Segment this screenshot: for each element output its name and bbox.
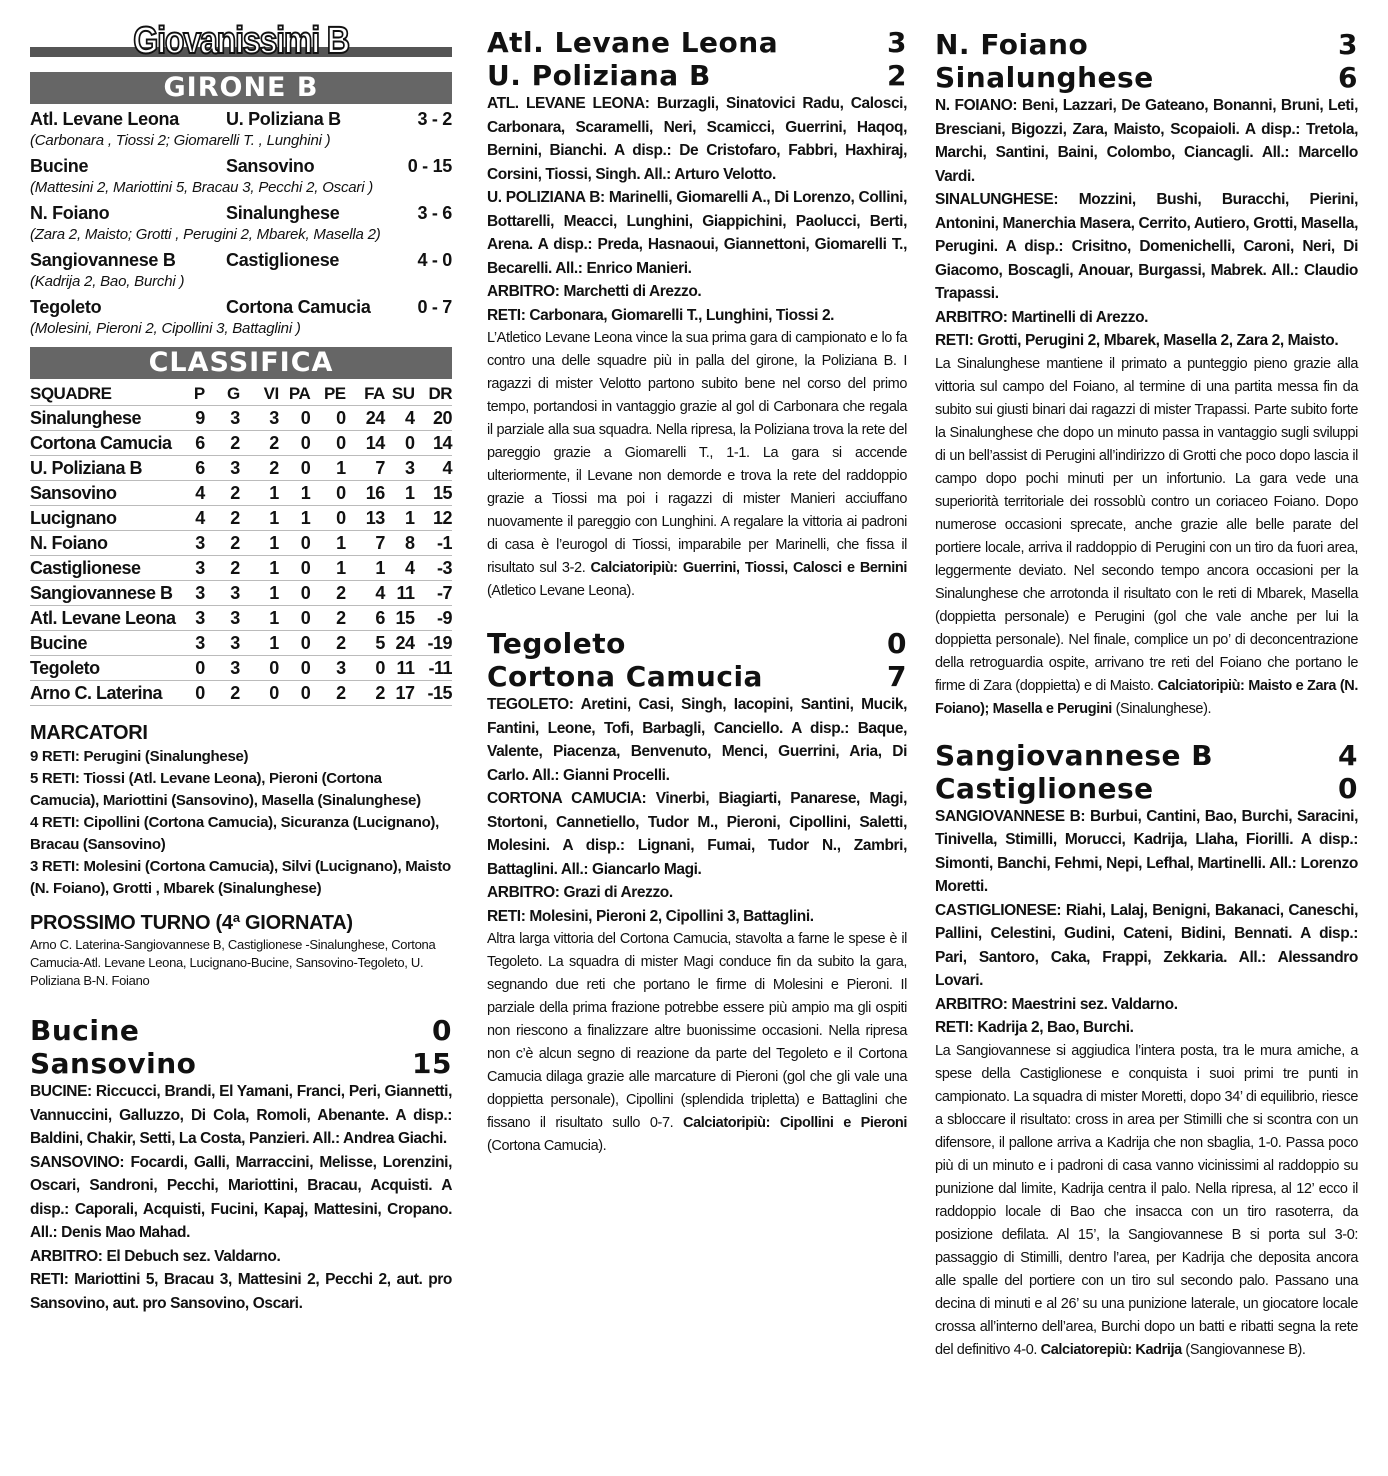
away-team-name: U. Poliziana B [487, 59, 711, 92]
stat-cell: 4 [176, 481, 205, 506]
stat-cell: -7 [415, 581, 452, 606]
calciatori-team: (Sinalunghese). [1115, 700, 1212, 717]
calciatori-names: Cipollini e Pieroni [779, 1115, 907, 1131]
stat-cell: 8 [385, 531, 415, 556]
match-away-line [487, 59, 907, 92]
scorer-line: 4 RETI: Cipollini (Cortona Camucia), Sicuranza (Lucignano), Bracau (Sansovino) [30, 814, 439, 853]
stat-cell: 24 [385, 631, 415, 656]
standings-col-header: FA [346, 383, 385, 406]
stat-cell: 0 [176, 681, 205, 706]
home-team: N. Foiano [30, 203, 110, 223]
lineup-line: SANGIOVANNESE B: Burbui, Cantini, Bao, Burchi, Saracini, Tinivella, Stimilli, Morucci, Kadrija, Llaha, Fiorilli. A disp.: Simonti, Banchi, Fehmi, Nepi, Lefhal, Martinelli. All.: Lorenzo Moretti. [935, 807, 1358, 895]
stat-cell: 2 [205, 506, 240, 531]
home-team: Bucine [30, 156, 89, 176]
standings-row [30, 406, 452, 431]
match-report-text [487, 327, 907, 603]
stat-cell: 1 [346, 556, 385, 581]
team-name: Tegoleto [30, 656, 176, 681]
stat-cell: 3 [205, 656, 240, 681]
stat-cell: 4 [385, 406, 415, 431]
lineup-line: ARBITRO: Martinelli di Arezzo. [935, 308, 1149, 326]
stat-cell: -3 [415, 556, 452, 581]
masthead [30, 20, 452, 64]
match-away-line [935, 772, 1358, 805]
lineup-line: CASTIGLIONESE: Riahi, Lalaj, Benigni, Bakanaci, Caneschi, Pallini, Celestini, Gudini, Cateni, Bidini, Bennati. A disp.: Pari, Santoro, Caka, Frappi, Zekkaria. All.: Alessandro Lovari. [935, 901, 1358, 989]
column-right [935, 0, 1358, 1362]
stat-cell: 3 [205, 456, 240, 481]
stat-cell: 3 [385, 456, 415, 481]
stat-cell: 0 [279, 431, 311, 456]
result-item [30, 155, 452, 198]
stat-cell: 17 [385, 681, 415, 706]
stat-cell: 4 [176, 506, 205, 531]
stat-cell: 7 [346, 456, 385, 481]
home-team-name: Bucine [30, 1014, 140, 1047]
stat-cell: 20 [415, 406, 452, 431]
stat-cell: 1 [240, 631, 279, 656]
stat-cell: 1 [279, 506, 311, 531]
away-team-name: Castiglionese [935, 771, 1154, 805]
match-home-line [487, 26, 907, 59]
stat-cell: 0 [279, 456, 311, 481]
home-team-name: Sangiovannese B [935, 738, 1214, 772]
home-team: Sangiovannese B [30, 250, 176, 270]
stat-cell: 3 [205, 606, 240, 631]
stat-cell: 15 [415, 481, 452, 506]
stat-cell: 0 [279, 406, 311, 431]
away-team: Sansovino [226, 156, 315, 176]
lineup-line: RETI: Carbonara, Giomarelli T., Lunghini, Tiossi 2. [487, 306, 835, 324]
stat-cell: 3 [176, 531, 205, 556]
stat-cell: 3 [176, 581, 205, 606]
stat-cell: 13 [346, 506, 385, 531]
stat-cell: 0 [279, 581, 311, 606]
stat-cell: 2 [205, 531, 240, 556]
match-score: 3 - 2 [417, 109, 452, 129]
result-row [30, 108, 452, 130]
scorer-line: 5 RETI: Tiossi (Atl. Levane Leona), Pieroni (Cortona Camucia), Mariottini (Sansovino), Masella (Sinalunghese) [30, 770, 421, 809]
result-row [30, 296, 452, 318]
stat-cell: 2 [205, 681, 240, 706]
match-away-line [487, 660, 907, 693]
report-body: Altra larga vittoria del Cortona Camucia, stavolta a farne le spese è il Tegoleto. La squadra di mister Magi conduce fin da subito la gara, segnando due reti che portano le firme di Molesini e Pieroni. Il parziale della prima frazione potrebbe essere più ampio ma gli ospiti non riescono a finalizzare altre buonissime occasioni. Nella ripresa non c’è alcun segno di reazione da parte del Tegoleto e il Cortona Camucia dilaga grazie alle marcature di Pieroni (gol che gli vale una doppietta personale), Cipollini (splendida tripletta) e Battaglini che fissano il risultato sullo 0-7. [487, 931, 907, 1131]
away-team-name: Cortona Camucia [487, 660, 763, 693]
lineup-line: ARBITRO: Maestrini sez. Valdarno. [935, 995, 1178, 1013]
stat-cell: 1 [240, 531, 279, 556]
report-levane [487, 26, 907, 603]
result-item [30, 108, 452, 151]
match-home-line [935, 28, 1358, 61]
masthead-title: Giovanissimi B [133, 20, 349, 62]
lineup-line: RETI: Mariottini 5, Bracau 3, Mattesini 2, Pecchi 2, aut. pro Sansovino, aut. pro Sansovino, Oscari. [30, 1271, 452, 1312]
stat-cell: 14 [415, 431, 452, 456]
report-body: La Sinalunghese mantiene il primato a punteggio pieno grazie alla vittoria sul campo del Foiano, al termine di una partita messa fin da subito sui giusti binari dai ragazzi di mister Trapassi. Parte subito forte la Sinalunghese che dopo un minuto passa in vantaggio sugli sviluppi di un bell’assist di Perugini all’indirizzo di Grotti che poco dopo lascia il campo dopo pochi minuti per un infortunio. La gara vede una superiorità territoriale dei rossoblù contro un coriaceo Foiano. Dopo numerose occasioni sprecate, anche grazie alle belle parate del portiere locale, arriva il raddoppio di Perugini con un tiro da fuori area, leggermente deviato. Nel secondo tempo ancora occasioni per la Sinalunghese che arrotonda il risultato con le reti di Mbarek, Masella (doppietta personale) e Perugini (gol che vale anche per lui la doppietta personale). Nel finale, complice un po’ di deconcentrazione della retroguardia ospite, arrivano tre reti del Foiano che portano le firme di Zara (doppietta) e di Maisto. [935, 355, 1358, 694]
prossimo-turno-title: PROSSIMO TURNO (4ª GIORNATA) [30, 912, 353, 934]
stat-cell: -15 [415, 681, 452, 706]
stat-cell: 0 [279, 606, 311, 631]
stat-cell: 0 [310, 406, 345, 431]
stat-cell: 1 [310, 456, 345, 481]
standings-col-header: SQUADRE [30, 383, 176, 406]
away-team-name: Sinalunghese [935, 61, 1154, 94]
report-tegoleto [487, 627, 907, 1158]
stat-cell: 1 [310, 556, 345, 581]
stat-cell: 0 [240, 681, 279, 706]
stat-cell: 3 [240, 406, 279, 431]
calciatori-names: Maisto e Zara (N. Foiano); Masella e Perugini [935, 677, 1358, 717]
stat-cell: 3 [205, 406, 240, 431]
match-score: 4 - 0 [417, 250, 452, 270]
away-team: Castiglionese [226, 250, 340, 270]
standings-col-header: P [176, 383, 205, 406]
scorers-line: (Carbonara , Tiossi 2; Giomarelli T. , Lunghini ) [30, 132, 331, 149]
stat-cell: 5 [346, 631, 385, 656]
match-score: 3 - 6 [417, 203, 452, 223]
stat-cell: 3 [176, 556, 205, 581]
result-row [30, 249, 452, 271]
calciatori-team: (Sangiovannese B). [1185, 1341, 1306, 1358]
standings-col-header: PA [279, 383, 311, 406]
result-row [30, 155, 452, 177]
calciatori-label: Calciatorepiù: [1040, 1341, 1132, 1358]
standings-row [30, 606, 452, 631]
stat-cell: 12 [415, 506, 452, 531]
stat-cell: 4 [415, 456, 452, 481]
scorers-line: (Kadrija 2, Bao, Burchi ) [30, 273, 185, 290]
stat-cell: 0 [279, 556, 311, 581]
home-team-name: N. Foiano [935, 28, 1089, 61]
stat-cell: 3 [176, 631, 205, 656]
prossimo-turno-text: Arno C. Laterina-Sangiovannese B, Castiglionese -Sinalunghese, Cortona Camucia-Atl. Levane Leona, Lucignano-Bucine, Sansovino-Tegoleto, U. Poliziana B-N. Foiano [30, 937, 436, 988]
team-name: Atl. Levane Leona [30, 606, 176, 631]
stat-cell: 11 [385, 581, 415, 606]
standings-row [30, 431, 452, 456]
home-team: Tegoleto [30, 297, 102, 317]
result-item [30, 249, 452, 292]
result-item [30, 296, 452, 339]
stat-cell: 7 [346, 531, 385, 556]
stat-cell: 1 [240, 581, 279, 606]
results-list [30, 108, 452, 339]
lineup-line: ARBITRO: El Debuch sez. Valdarno. [30, 1247, 281, 1265]
report-sangiovannese [935, 739, 1358, 1362]
stat-cell: 0 [279, 681, 311, 706]
standings-header-row [30, 383, 452, 406]
stat-cell: 11 [385, 656, 415, 681]
scorers-line: (Molesini, Pieroni 2, Cipollini 3, Battaglini ) [30, 320, 301, 337]
report-bucine [30, 1014, 452, 1315]
standings-row [30, 656, 452, 681]
stat-cell: 6 [176, 456, 205, 481]
calciatori-label: Calciatoripiù: [590, 560, 678, 576]
lineup-line: SINALUNGHESE: Mozzini, Bushi, Buracchi, Pierini, Antonini, Manerchia Masera, Cerrito, Autiero, Grotti, Masella, Perugini. A disp.: Crisitno, Domenichelli, Caroni, Neri, Di Giacomo, Boscagli, Anouar, Burgassi, Mabrek. All.: Claudio Trapassi. [935, 191, 1358, 302]
calciatori-team: (Cortona Camucia). [487, 1138, 607, 1154]
lineup-line: BUCINE: Riccucci, Brandi, El Yamani, Franci, Peri, Giannetti, Vannuccini, Galluzzo, Di Cola, Romoli, Abenante. A disp.: Baldini, Chakir, Setti, La Costa, Panzieri. All.: Andrea Giachi. [30, 1083, 452, 1147]
home-score: 3 [887, 26, 907, 59]
stat-cell: 2 [240, 431, 279, 456]
lineup-line: TEGOLETO: Aretini, Casi, Singh, Iacopini, Santini, Mucik, Fantini, Leone, Tofi, Barbagli, Canciello. A disp.: Baque, Valente, Piacenza, Benvenuto, Menci, Guerrini, Aria, Di Carlo. All.: Gianni Procelli. [487, 696, 907, 784]
stat-cell: 3 [176, 606, 205, 631]
stat-cell: 0 [385, 431, 415, 456]
classifica-header: CLASSIFICA [30, 347, 452, 379]
stat-cell: 1 [240, 606, 279, 631]
away-team: Sinalunghese [226, 203, 340, 223]
home-team-name: Atl. Levane Leona [487, 26, 779, 59]
lineup-line: ARBITRO: Marchetti di Arezzo. [487, 283, 702, 300]
stat-cell: 0 [176, 656, 205, 681]
standings-row [30, 556, 452, 581]
column-middle [487, 0, 907, 1158]
match-home-line [935, 739, 1358, 772]
stat-cell: 2 [205, 556, 240, 581]
standings-row [30, 631, 452, 656]
home-score: 0 [432, 1014, 452, 1047]
home-score: 4 [1338, 738, 1358, 772]
marcatori-title: MARCATORI [30, 722, 148, 744]
report-foiano [935, 28, 1358, 721]
standings-row [30, 456, 452, 481]
calciatori-names: Guerrini, Tiossi, Calosci e Bernini [682, 560, 907, 576]
away-team: U. Poliziana B [226, 109, 341, 129]
match-away-line [30, 1047, 452, 1080]
away-score: 0 [1338, 771, 1358, 805]
stat-cell: 2 [205, 431, 240, 456]
calciatori-label: Calciatoripiù: [683, 1115, 771, 1131]
lineup-line: RETI: Grotti, Perugini 2, Mbarek, Masella 2, Zara 2, Maisto. [935, 332, 1339, 349]
scorers-line: (Zara 2, Maisto; Grotti , Perugini 2, Mbarek, Masella 2) [30, 226, 381, 243]
calciatori-names: Kadrija [1135, 1341, 1182, 1358]
lineup-line: RETI: Kadrija 2, Bao, Burchi. [935, 1019, 1134, 1036]
stat-cell: 0 [279, 531, 311, 556]
result-row [30, 202, 452, 224]
away-score: 15 [412, 1047, 452, 1080]
stat-cell: 2 [346, 681, 385, 706]
stat-cell: 1 [385, 481, 415, 506]
stat-cell: 3 [310, 656, 345, 681]
team-name: Castiglionese [30, 556, 176, 581]
scorer-line: 9 RETI: Perugini (Sinalunghese) [30, 748, 249, 765]
away-team-name: Sansovino [30, 1047, 197, 1080]
home-team-name: Tegoleto [487, 627, 626, 660]
match-score: 0 - 15 [407, 156, 452, 176]
stat-cell: -1 [415, 531, 452, 556]
scorers-line: (Mattesini 2, Mariottini 5, Bracau 3, Pecchi 2, Oscari ) [30, 179, 374, 196]
stat-cell: 0 [310, 506, 345, 531]
standings-row [30, 506, 452, 531]
away-score: 2 [887, 59, 907, 92]
column-left [30, 0, 452, 1315]
standings-col-header: SU [385, 383, 415, 406]
stat-cell: 1 [240, 506, 279, 531]
stat-cell: 3 [205, 631, 240, 656]
match-report-text [487, 928, 907, 1158]
stat-cell: 1 [310, 531, 345, 556]
stat-cell: 15 [385, 606, 415, 631]
match-score: 0 - 7 [417, 297, 452, 317]
calciatori-team: (Atletico Levane Leona). [487, 583, 635, 599]
stat-cell: 2 [310, 631, 345, 656]
marcatori-list [30, 746, 452, 900]
standings-row [30, 481, 452, 506]
home-team: Atl. Levane Leona [30, 109, 179, 129]
stat-cell: 1 [240, 481, 279, 506]
home-score: 3 [1338, 28, 1358, 61]
team-name: Sansovino [30, 481, 176, 506]
stat-cell: 6 [176, 431, 205, 456]
lineup-line: CORTONA CAMUCIA: Vinerbi, Biagiarti, Panarese, Magi, Stortoni, Cannetiello, Tudor M., Pieroni, Cipollini, Saletti, Molesini. A disp.: Lignani, Fumai, Tudor N., Zambri, Battaglini. All.: Giancarlo Magi. [487, 790, 907, 878]
stat-cell: 1 [385, 506, 415, 531]
match-away-line [935, 61, 1358, 94]
standings-col-header: PE [310, 383, 345, 406]
away-team: Cortona Camucia [226, 297, 371, 317]
stat-cell: 2 [310, 581, 345, 606]
stat-cell: 24 [346, 406, 385, 431]
standings-row [30, 681, 452, 706]
away-score: 6 [1338, 61, 1358, 94]
standings-col-header: VI [240, 383, 279, 406]
match-home-line [487, 627, 907, 660]
team-name: Bucine [30, 631, 176, 656]
team-name: Sangiovannese B [30, 581, 176, 606]
away-score: 7 [887, 660, 907, 693]
team-name: N. Foiano [30, 531, 176, 556]
team-name: U. Poliziana B [30, 456, 176, 481]
match-home-line [30, 1014, 452, 1047]
stat-cell: 0 [310, 481, 345, 506]
team-name: Arno C. Laterina [30, 681, 176, 706]
lineup-line: U. POLIZIANA B: Marinelli, Giomarelli A., Di Lorenzo, Collini, Bottarelli, Meacci, Lunghini, Giappichini, Paolucci, Berti, Arena. A disp.: Preda, Hasnaoui, Giannettoni, Giomarelli T., Becarelli. All.: Enrico Manieri. [487, 189, 907, 277]
home-score: 0 [887, 627, 907, 660]
standings-col-header: G [205, 383, 240, 406]
calciatori-label: Calciatoripiù: [1157, 677, 1245, 694]
stat-cell: 1 [240, 556, 279, 581]
stat-cell: 4 [346, 581, 385, 606]
stat-cell: 2 [205, 481, 240, 506]
stat-cell: 2 [240, 456, 279, 481]
lineup-line: ARBITRO: Grazi di Arezzo. [487, 884, 673, 901]
lineup-line: SANSOVINO: Focardi, Galli, Marraccini, Melisse, Lorenzini, Oscari, Sandroni, Pecchi, Mariottini, Bracau, Acquisti. A disp.: Caporali, Acquisti, Fucini, Kapaj, Mattesini, Cropano. All.: Denis Mao Mahad. [30, 1153, 452, 1241]
stat-cell: 4 [385, 556, 415, 581]
stat-cell: 0 [279, 656, 311, 681]
stat-cell: 1 [279, 481, 311, 506]
result-item [30, 202, 452, 245]
stat-cell: -9 [415, 606, 452, 631]
stat-cell: 0 [346, 656, 385, 681]
stat-cell: 9 [176, 406, 205, 431]
stat-cell: 6 [346, 606, 385, 631]
stat-cell: 16 [346, 481, 385, 506]
match-report-text [935, 353, 1358, 721]
standings-body [30, 406, 452, 706]
standings-table [30, 383, 452, 706]
stat-cell: 0 [279, 631, 311, 656]
stat-cell: 2 [310, 681, 345, 706]
stat-cell: -19 [415, 631, 452, 656]
scorer-line: 3 RETI: Molesini (Cortona Camucia), Silvi (Lucignano), Maisto (N. Foiano), Grotti , Mbarek (Sinalunghese) [30, 858, 451, 897]
lineup-line: ATL. LEVANE LEONA: Burzagli, Sinatovici Radu, Calosci, Carbonara, Scaramelli, Neri, Scamicci, Guerrini, Haqoq, Bernini, Bianchi. A disp.: De Cristofaro, Fabbri, Haxhiraj, Corsini, Tiossi, Singh. All.: Arturo Velotto. [487, 95, 907, 183]
standings-row [30, 531, 452, 556]
team-name: Cortona Camucia [30, 431, 176, 456]
standings-col-header: DR [415, 383, 452, 406]
stat-cell: 2 [310, 606, 345, 631]
lineup-line: RETI: Molesini, Pieroni 2, Cipollini 3, Battaglini. [487, 907, 814, 925]
stat-cell: 14 [346, 431, 385, 456]
report-body: La Sangiovannese si aggiudica l’intera posta, tra le mura amiche, a spese della Castiglionese e conquista i suoi primi tre punti in campionato. La squadra di mister Moretti, dopo 34’ di equilibrio, riesce a sbloccare il risultato: cross in area per Stimilli che si scontra con un difensore, il pallone arriva a Kadrija che non sbaglia, 1-0. Passa poco più di un minuto e i padroni di casa vanno vicinissimi al raddoppio su punizione dal limite, Kadrija centra il palo. Nella ripresa, al 12’ ecco il raddoppio locale di Bao che insacca con un tiro rasoterra, da posizione defilata. Al 15’, la Sangiovannese B si porta sul 3-0: passaggio di Stimilli, dentro l’area, per Kadrija che deposita ancora alle spalle del portiere con un tiro sul secondo palo. Passano una decina di minuti e al 26’ su una punizione laterale, un giocatore locale crossa all’interno dell’area, Burchi dopo un batti e ribatti segna la rete del definitivo 4-0. [935, 1042, 1358, 1358]
team-name: Sinalunghese [30, 406, 176, 431]
lineup-line: N. FOIANO: Beni, Lazzari, De Gateano, Bonanni, Bruni, Leti, Bresciani, Bigozzi, Zara, Maisto, Scopaioli. A disp.: Tretola, Marchi, Santini, Baini, Colombo, Ciancagli. All.: Marcello Vardi. [935, 97, 1358, 185]
match-report-text [935, 1040, 1358, 1362]
stat-cell: 0 [240, 656, 279, 681]
stat-cell: -11 [415, 656, 452, 681]
standings-row [30, 581, 452, 606]
report-body: L’Atletico Levane Leona vince la sua prima gara di campionato e lo fa contro una delle squadre più in palla del girone, la Poliziana B. I ragazzi di mister Velotto partono subito bene nel corso del primo tempo, portandosi in vantaggio grazie al gol di Carbonara che regala il parziale alla sua squadra. Nella ripresa, la Poliziana trova la rete del pareggio grazie a Giomarelli T., 1-1. La gara si accende ulteriormente, il Levane non demorde e trova la rete del raddoppio grazie a Tiossi ma poi i ragazzi di mister Manieri acciuffano nuovamente il pareggio con Lunghini. A regalare la vittoria ai padroni di casa è l’eurogol di Tiossi, imparabile per Marinelli, che fissa il risultato sul 3-2. [487, 330, 907, 576]
stat-cell: 0 [310, 431, 345, 456]
girone-header: GIRONE B [30, 72, 452, 104]
team-name: Lucignano [30, 506, 176, 531]
stat-cell: 3 [205, 581, 240, 606]
